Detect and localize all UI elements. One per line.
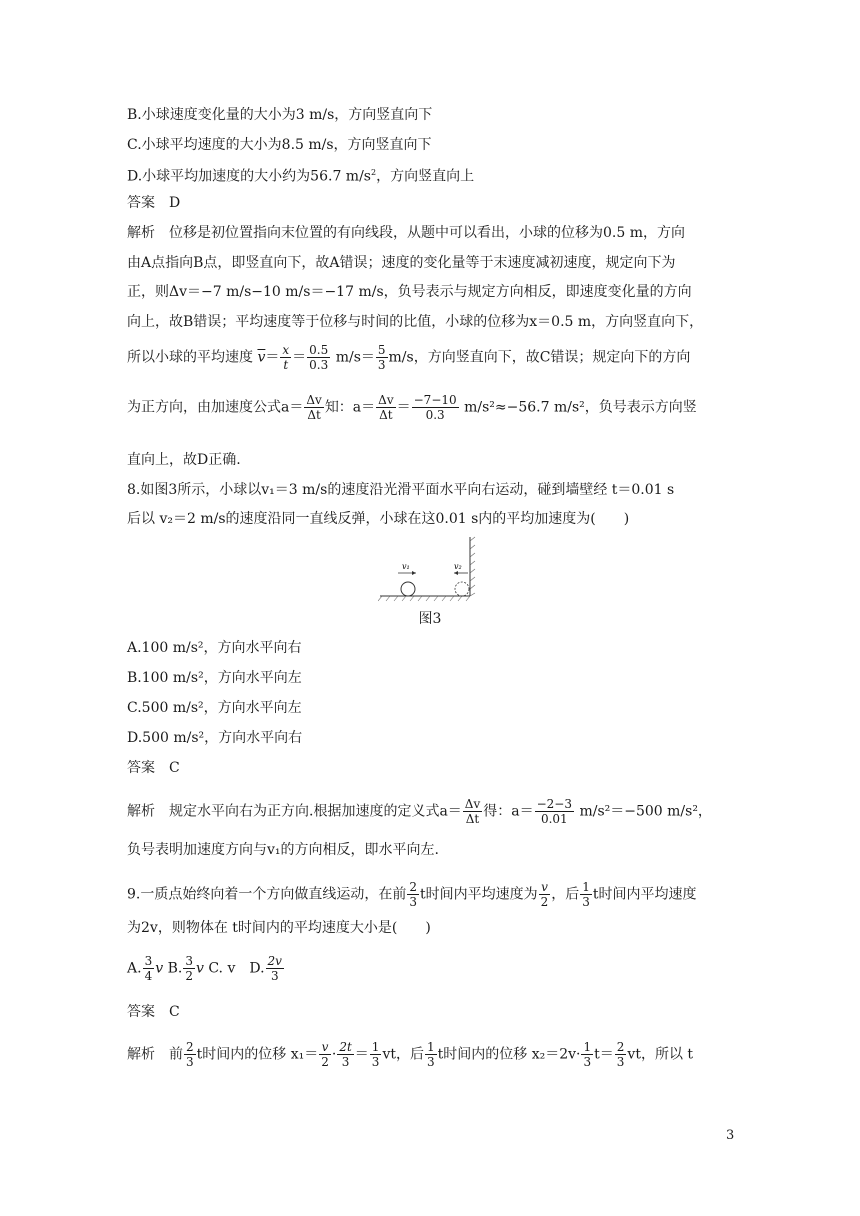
explanation-7-line5: 所以小球的平均速度 $\overline{v}=$ $\frac{x}{t}$ ＝ $\frac{0.5}{0.3}$ m/s＝ $\frac{5}{3}$ m/s，方向竖直向下，故C错误；规定向下的方向 (127, 343, 691, 372)
option-8c: C.500 m/s²，方向水平向左 (127, 700, 302, 716)
explanation-7-line2: 由A点指向B点，即竖直向下，故A错误；速度的变化量等于末速度减初速度，规定向下为 (127, 255, 676, 271)
options-9: A. $\frac{3}{4}$ v B. $\frac{3}{2}$ v C. v D. $\frac{2v}{3}$ (127, 954, 282, 983)
question-8-line2: 后以 v₂＝2 m/s的速度沿同一直线反弹，小球在这0.01 s内的平均加速度为( ) (127, 511, 630, 527)
figure-caption: 图3 (418, 611, 442, 627)
option-d-prev: D.小球平均加速度的大小约为56.7 $m/s^2$，方向竖直向上 (127, 168, 475, 185)
answer-7: 答案 D (127, 195, 181, 211)
question-8-line1: 8.如图3所示，小球以v₁＝3 m/s的速度沿光滑平面水平向右运动，碰到墙壁经 t＝0.01 s (127, 482, 675, 498)
explanation-7-line3: 正，则Δv＝−7 m/s−10 m/s＝−17 m/s，负号表示与规定方向相反，即速度变化量的方向 (127, 284, 692, 300)
explanation-9-line1: 解析 前 $\frac{2}{3}$ t时间内的位移 x₁＝ $\frac{v}{2}$ · $\frac{2t}{3}$ ＝ $\frac{1}{3}$ vt，后 $\frac{1}{3}$ t时间内的位移 x₂＝2v· $\frac{1}{3}$ t＝ $\frac{2}{3}$ vt，所以 t (127, 1040, 694, 1069)
explanation-7-line1: 解析 位移是初位置指向末位置的有向线段，从题中可以看出，小球的位移为0.5 m，方向 (127, 225, 685, 241)
explanation-7-line4: 向上，故B错误；平均速度等于位移与时间的比值，小球的位移为x＝0.5 m，方向竖直向下， (127, 314, 704, 330)
option-8b: B.100 m/s²，方向水平向左 (127, 670, 302, 686)
figure-label-v1: v₁ (402, 562, 410, 571)
question-9-line2: 为2v，则物体在 t时间内的平均速度大小是( ) (127, 920, 431, 936)
answer-8: 答案 C (127, 760, 180, 776)
question-9-line1: 9.一质点始终向着一个方向做直线运动，在前 $\frac{2}{3}$ t时间内平均速度为 $\frac{v}{2}$ ，后 $\frac{1}{3}$ t时间内平均速度 (127, 880, 697, 909)
answer-9: 答案 C (127, 1004, 180, 1020)
explanation-8-line1: 解析 规定水平向右为正方向.根据加速度的定义式a＝ $\frac{\Delta v}{\Delta t}$ 得：a＝ $\frac{-2-3}{0.01}$ m/s²＝−500 m/s²， (127, 797, 712, 826)
figure-ball-wall (378, 535, 478, 603)
option-b-prev: B.小球速度变化量的大小为3 m/s，方向竖直向下 (127, 107, 433, 123)
page-number: 3 (726, 1128, 735, 1143)
figure-label-v2: v₂ (454, 562, 462, 571)
option-8d: D.500 m/s²，方向水平向右 (127, 730, 303, 746)
explanation-7-line7: 直向上，故D正确. (127, 452, 241, 468)
option-8a: A.100 m/s²，方向水平向右 (127, 640, 302, 656)
explanation-7-line6: 为正方向，由加速度公式a＝ $\frac{\Delta v}{\Delta t}$ 知：a＝ $\frac{\Delta v}{\Delta t}$ ＝ $\frac{-7-10}{0.3}$ m/s²≈−56.7 m/s²，负号表示方向竖 (127, 393, 697, 422)
option-c-prev: C.小球平均速度的大小为8.5 m/s，方向竖直向下 (127, 137, 432, 153)
explanation-8-line2: 负号表明加速度方向与v₁的方向相反，即水平向左. (127, 842, 439, 858)
